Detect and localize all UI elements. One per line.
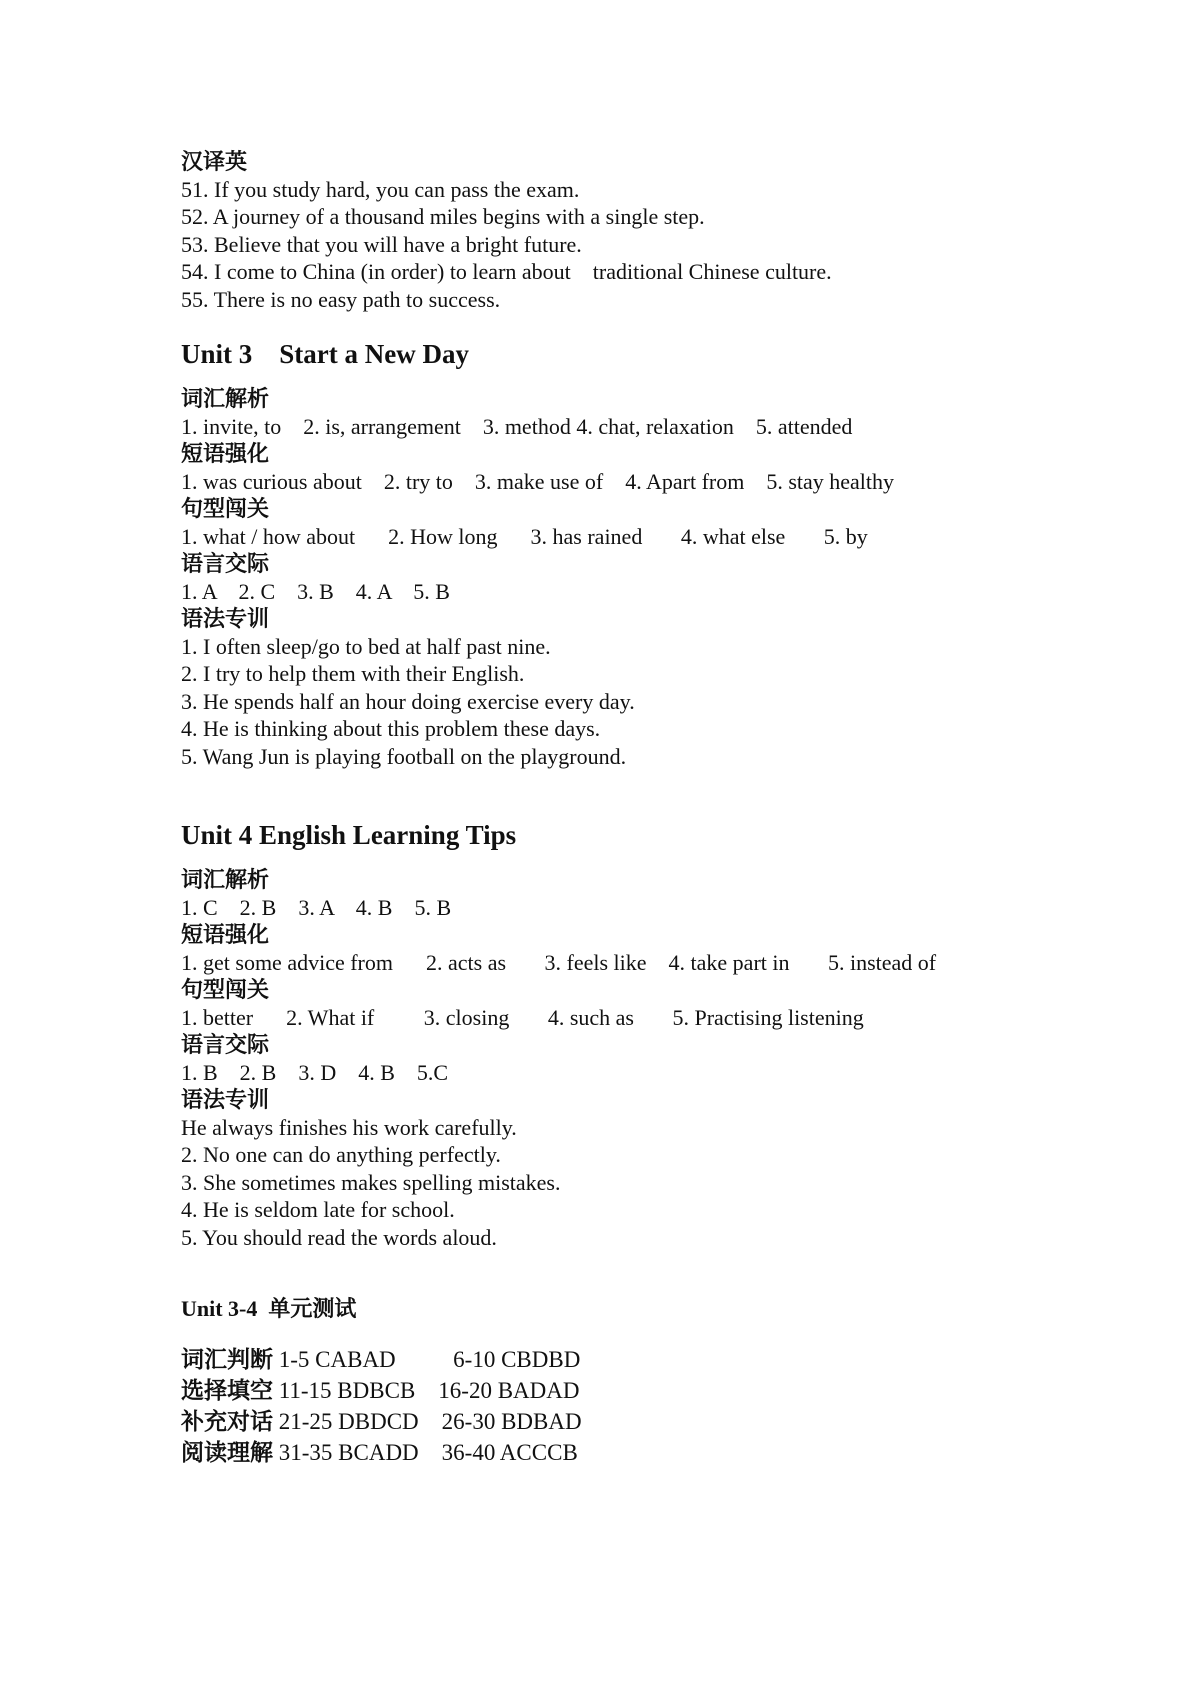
test-row-label: 补充对话	[181, 1409, 273, 1434]
unit4-title: Unit 4 English Learning Tips	[181, 820, 517, 850]
unit3-comm-heading: 语言交际	[181, 551, 270, 576]
test-row-answers: 21-25 DBDCD 26-30 BDBAD	[273, 1409, 582, 1434]
translation-line-55: 55. There is no easy path to success.	[181, 286, 501, 312]
translation-line-51: 51. If you study hard, you can pass the exam.	[181, 176, 580, 202]
test-row	[181, 1375, 1141, 1406]
unit4-comm-heading: 语言交际	[181, 1032, 270, 1057]
unit-test-section	[181, 1295, 1141, 1468]
unit3-grammar-line: 2. I try to help them with their English.	[181, 661, 525, 686]
unit3-phrase-answers: 1. was curious about 2. try to 3. make use of 4. Apart from 5. stay healthy	[181, 468, 895, 494]
unit3-grammar-line: 1. I often sleep/go to bed at half past nine.	[181, 633, 551, 659]
unit4-pattern-heading: 句型闯关	[181, 977, 270, 1002]
test-row-answers: 31-35 BCADD 36-40 ACCCB	[273, 1440, 578, 1465]
unit3-pattern-heading: 句型闯关	[181, 496, 270, 521]
translation-line-53: 53. Believe that you will have a bright future.	[181, 231, 582, 257]
unit4-grammar-line: He always finishes his work carefully.	[181, 1114, 517, 1140]
test-row-label: 阅读理解	[181, 1440, 273, 1465]
unit4-grammar-line: 3. She sometimes makes spelling mistakes.	[181, 1169, 561, 1195]
translation-line-52: 52. A journey of a thousand miles begins with a single step.	[181, 204, 705, 229]
test-row	[181, 1437, 1141, 1468]
unit3-title: Unit 3 Start a New Day	[181, 339, 469, 369]
test-row-answers: 11-15 BDBCB 16-20 BADAD	[273, 1378, 580, 1403]
unit3-vocab-answers: 1. invite, to 2. is, arrangement 3. method 4. chat, relaxation 5. attended	[181, 413, 853, 439]
translation-heading: 汉译英	[181, 149, 248, 174]
test-row	[181, 1406, 1141, 1437]
translation-line-54: 54. I come to China (in order) to learn about traditional Chinese culture.	[181, 259, 832, 284]
unit3-comm-answers: 1. A 2. C 3. B 4. A 5. B	[181, 578, 450, 604]
translation-section	[181, 148, 1141, 313]
unit4-grammar-line: 5. You should read the words aloud.	[181, 1224, 497, 1250]
test-row-label: 选择填空	[181, 1378, 273, 1403]
unit4-phrase-heading: 短语强化	[181, 922, 270, 947]
unit3-pattern-answers: 1. what / how about 2. How long 3. has rained 4. what else 5. by	[181, 523, 868, 549]
unit3-phrase-heading: 短语强化	[181, 441, 270, 466]
unit3-vocab-heading: 词汇解析	[181, 386, 270, 411]
unit-test-title: Unit 3-4 单元测试	[181, 1296, 357, 1321]
unit4-pattern-answers: 1. better 2. What if 3. closing 4. such as 5. Practising listening	[181, 1004, 864, 1030]
unit4-comm-answers: 1. B 2. B 3. D 4. B 5.C	[181, 1059, 449, 1085]
unit4-vocab-answers: 1. C 2. B 3. A 4. B 5. B	[181, 894, 452, 920]
answer-key-page	[181, 148, 1141, 1468]
unit4-grammar-line: 4. He is seldom late for school.	[181, 1197, 455, 1222]
test-row-answers: 1-5 CABAD 6-10 CBDBD	[273, 1347, 581, 1372]
unit3-grammar-line: 4. He is thinking about this problem these days.	[181, 716, 601, 741]
test-row-label: 词汇判断	[181, 1347, 273, 1372]
unit3-grammar-line: 3. He spends half an hour doing exercise every day.	[181, 688, 635, 714]
unit3-section	[181, 337, 1141, 770]
unit4-phrase-answers: 1. get some advice from 2. acts as 3. feels like 4. take part in 5. instead of	[181, 949, 937, 975]
unit4-vocab-heading: 词汇解析	[181, 867, 270, 892]
test-row	[181, 1344, 1141, 1375]
unit4-grammar-line: 2. No one can do anything perfectly.	[181, 1142, 501, 1167]
unit3-grammar-heading: 语法专训	[181, 606, 270, 631]
unit4-grammar-heading: 语法专训	[181, 1087, 270, 1112]
unit3-grammar-line: 5. Wang Jun is playing football on the playground.	[181, 743, 627, 769]
unit4-section	[181, 818, 1141, 1251]
